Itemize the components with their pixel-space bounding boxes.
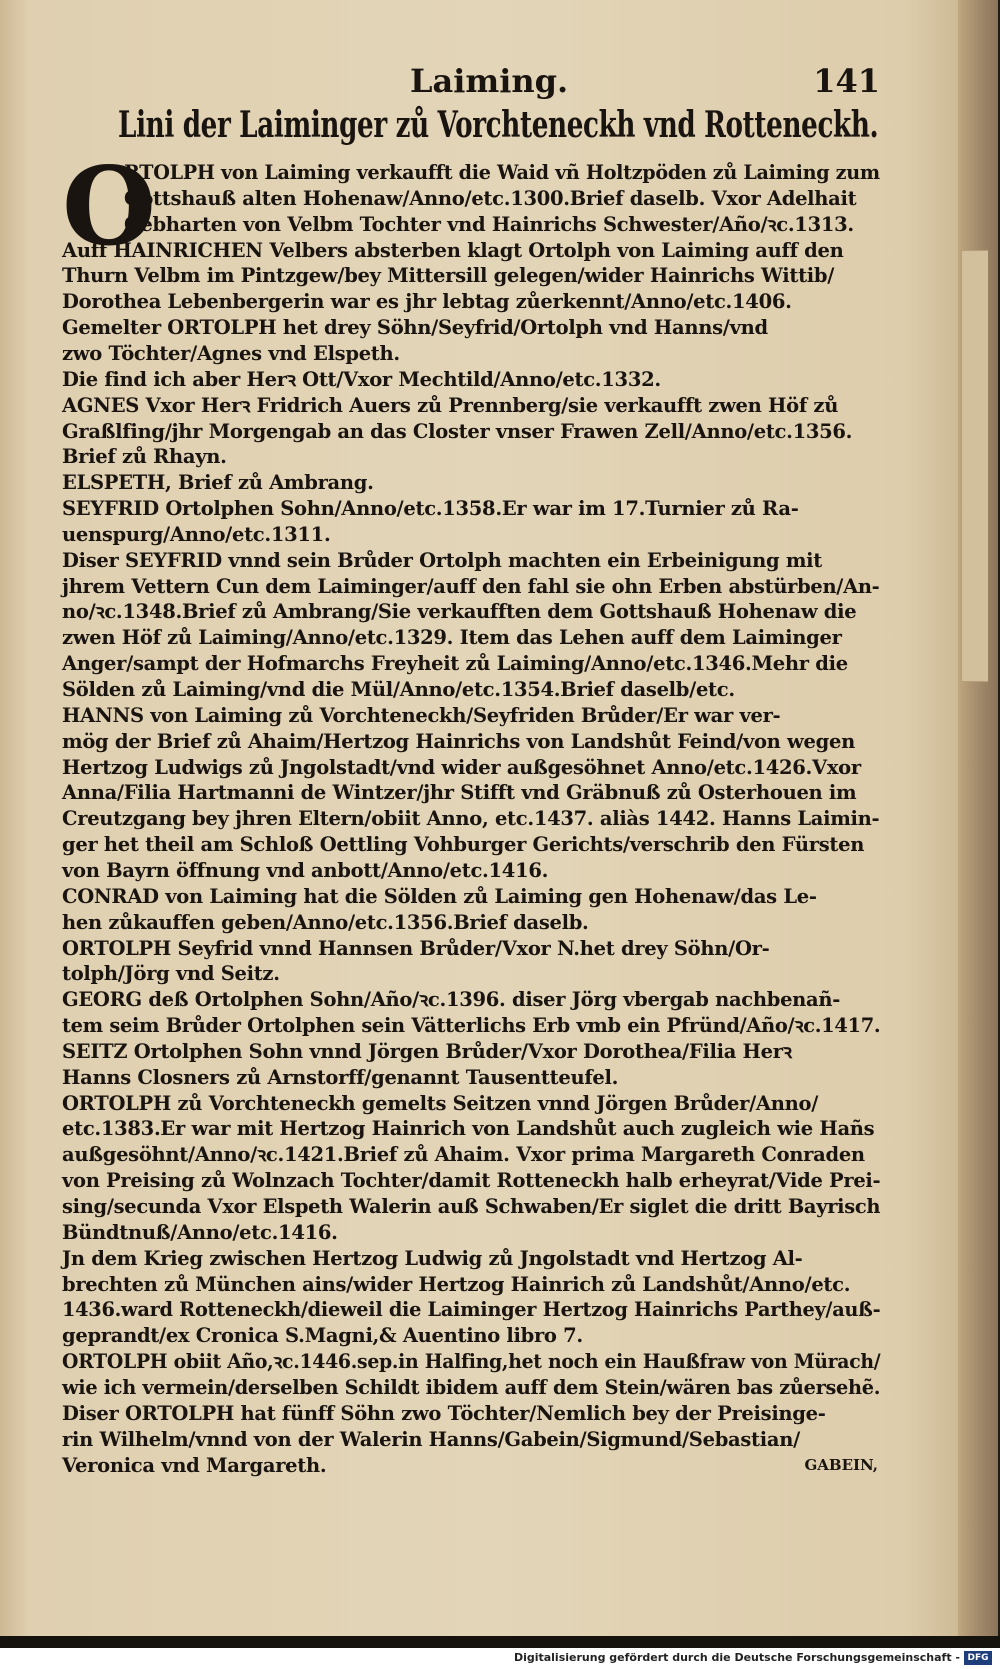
- text-line: ELSPETH, Brief zů Ambrang.: [62, 471, 374, 495]
- page-shadow: [0, 1636, 1000, 1648]
- text-line: ger het theil am Schloß Oettling Vohburger Gerichts/verschrib den Fürsten: [62, 833, 865, 857]
- footer-bar: [0, 1648, 1000, 1669]
- text-line: uenspurg/Anno/etc.1311.: [62, 522, 331, 546]
- text-line: sing/secunda Vxor Elspeth Walerin auß Schwaben/Er siglet die dritt Bayrisch: [62, 1195, 881, 1218]
- text-line: SEYFRID Ortolphen Sohn/Anno/etc.1358.Er war im 17.Turnier zů Ra-: [62, 497, 799, 521]
- text-line: Brief zů Rhayn.: [62, 445, 227, 469]
- text-line: tem seim Brůder Ortolphen sein Vätterlichs Erb vmb ein Pfründ/Año/ꝛc.1417.: [62, 1014, 881, 1038]
- page-number: 141: [813, 62, 880, 100]
- dfg-logo: DFG: [964, 1651, 992, 1665]
- text-block: [62, 0, 880, 1600]
- text-line: wie ich vermein/derselben Schildt ibidem auff dem Stein/wären bas zůersehẽ.: [62, 1375, 881, 1399]
- text-line: no/ꝛc.1348.Brief zů Ambrang/Sie verkaufften dem Gottshauß Hohenaw die: [62, 600, 857, 624]
- text-line: ORTOLPH obiit Año,ꝛc.1446.sep.in Halfing,het noch ein Haußfraw von Mürach/: [62, 1350, 881, 1374]
- text-line: Gottshauß alten Hohenaw/Anno/etc.1300.Brief daselb. Vxor Adelhait: [124, 186, 857, 210]
- text-line: Auff HAINRICHEN Velbers absterben klagt Ortolph von Laiming auff den: [62, 238, 844, 262]
- text-line: Creutzgang bey jhren Eltern/obiit Anno, etc.1437. aliàs 1442. Hanns Laimin-: [62, 807, 880, 831]
- text-line: Sölden zů Laiming/vnd die Mül/Anno/etc.1354.Brief daselb/etc.: [62, 678, 735, 701]
- text-line: außgesöhnt/Anno/ꝛc.1421.Brief zů Ahaim. Vxor prima Margareth Conraden: [62, 1143, 865, 1167]
- text-line: hen zůkauffen geben/Anno/etc.1356.Brief daselb.: [62, 910, 589, 934]
- text-line: Anger/sampt der Hofmarchs Freyheit zů Laiming/Anno/etc.1346.Mehr die: [62, 652, 848, 676]
- text-line: Veronica vnd Margareth.: [62, 1453, 327, 1477]
- section-title: Lini der Laiminger zů Vorchteneckh vnd Rotteneckh.: [118, 104, 879, 146]
- text-line: Diser ORTOLPH hat fünff Söhn zwo Töchter/Nemlich bey der Preisinge-: [62, 1401, 826, 1425]
- text-line: Jn dem Krieg zwischen Hertzog Ludwig zů Jngolstadt vnd Hertzog Al-: [62, 1246, 803, 1270]
- text-line: jhrem Vettern Cun dem Laiminger/auff den fahl sie ohn Erben abstürben/An-: [62, 574, 880, 598]
- text-line: Thurn Velbm im Pintzgew/bey Mittersill gelegen/wider Hainrichs Wittib/: [62, 264, 835, 288]
- text-line: von Preising zů Wolnzach Tochter/damit Rotteneckh halb erheyrat/Vide Prei-: [62, 1169, 881, 1193]
- text-line: zwo Töchter/Agnes vnd Elspeth.: [62, 341, 400, 365]
- text-line: Diser SEYFRID vnnd sein Brůder Ortolph machten ein Erbeinigung mit: [62, 548, 823, 572]
- text-line: Hertzog Ludwigs zů Jngolstadt/vnd wider außgesöhnet Anno/etc.1426.Vxor: [62, 755, 861, 779]
- text-line: Dorothea Lebenbergerin war es jhr lebtag zůerkennt/Anno/etc.1406.: [62, 290, 792, 314]
- text-line: zwen Höf zů Laiming/Anno/etc.1329. Item das Lehen auff dem Laiminger: [62, 626, 842, 650]
- text-line: etc.1383.Er war mit Hertzog Hainrich von Landshůt auch zugleich wie Hañs: [62, 1117, 875, 1141]
- text-line: Hanns Closners zů Arnstorff/genannt Tausentteufel.: [62, 1065, 619, 1089]
- text-line: brechten zů München ains/wider Hertzog Hainrich zů Landshůt/Anno/etc.: [62, 1272, 851, 1296]
- text-line: Graßlfing/jhr Morgengab an das Closter vnser Frawen Zell/Anno/etc.1356.: [62, 419, 853, 443]
- footer-credit: Digitalisierung gefördert durch die Deutsche Forschungsgemeinschaft -: [513, 1651, 960, 1664]
- text-line: RTOLPH von Laiming verkaufft die Waid vñ Holtzpöden zů Laiming zum: [124, 161, 880, 184]
- text-line: rin Wilhelm/vnnd von der Walerin Hanns/Gabein/Sigmund/Sebastian/: [62, 1427, 800, 1451]
- text-line: geprandt/ex Cronica S.Magni,& Auentino libro 7.: [62, 1324, 583, 1348]
- page-edge: [958, 0, 998, 1636]
- text-line: GEORG deß Ortolphen Sohn/Año/ꝛc.1396. diser Jörg vbergab nachbenañ-: [62, 988, 841, 1012]
- text-line: Anna/Filia Hartmanni de Wintzer/jhr Stifft vnd Gräbnuß zů Osterhouen im: [62, 781, 857, 805]
- page-tab-strip: [961, 250, 988, 682]
- catchword: GABEIN,: [804, 1456, 878, 1474]
- text-line: SEITZ Ortolphen Sohn vnnd Jörgen Brůder/Vxor Dorothea/Filia Herꝛ: [62, 1039, 792, 1063]
- running-head-title: Laiming.: [410, 62, 569, 100]
- text-line: CONRAD von Laiming hat die Sölden zů Laiming gen Hohenaw/das Le-: [62, 884, 817, 908]
- text-line: Bündtnuß/Anno/etc.1416.: [62, 1220, 338, 1244]
- text-line: Gebharten von Velbm Tochter vnd Hainrichs Schwester/Año/ꝛc.1313.: [124, 212, 854, 236]
- text-line: HANNS von Laiming zů Vorchteneckh/Seyfriden Brůder/Er war ver-: [62, 703, 781, 727]
- text-line: AGNES Vxor Herꝛ Fridrich Auers zů Prennberg/sie verkaufft zwen Höf zů: [62, 393, 839, 417]
- text-line: 1436.ward Rotteneckh/dieweil die Laiminger Hertzog Hainrichs Parthey/auß-: [62, 1298, 881, 1322]
- drop-cap: O: [62, 144, 157, 270]
- text-line: tolph/Jörg vnd Seitz.: [62, 962, 280, 986]
- text-line: Die find ich aber Herꝛ Ott/Vxor Mechtild/Anno/etc.1332.: [62, 367, 661, 391]
- text-line: von Bayrn öffnung vnd anbott/Anno/etc.1416.: [62, 858, 549, 882]
- text-line: mög der Brief zů Ahaim/Hertzog Hainrichs von Landshůt Feind/von wegen: [62, 729, 855, 753]
- text-line: ORTOLPH Seyfrid vnnd Hannsen Brůder/Vxor N.het drey Söhn/Or-: [62, 936, 770, 960]
- text-line: ORTOLPH zů Vorchteneckh gemelts Seitzen vnnd Jörgen Brůder/Anno/: [62, 1091, 819, 1115]
- text-line: Gemelter ORTOLPH het drey Söhn/Seyfrid/Ortolph vnd Hanns/vnd: [62, 316, 768, 340]
